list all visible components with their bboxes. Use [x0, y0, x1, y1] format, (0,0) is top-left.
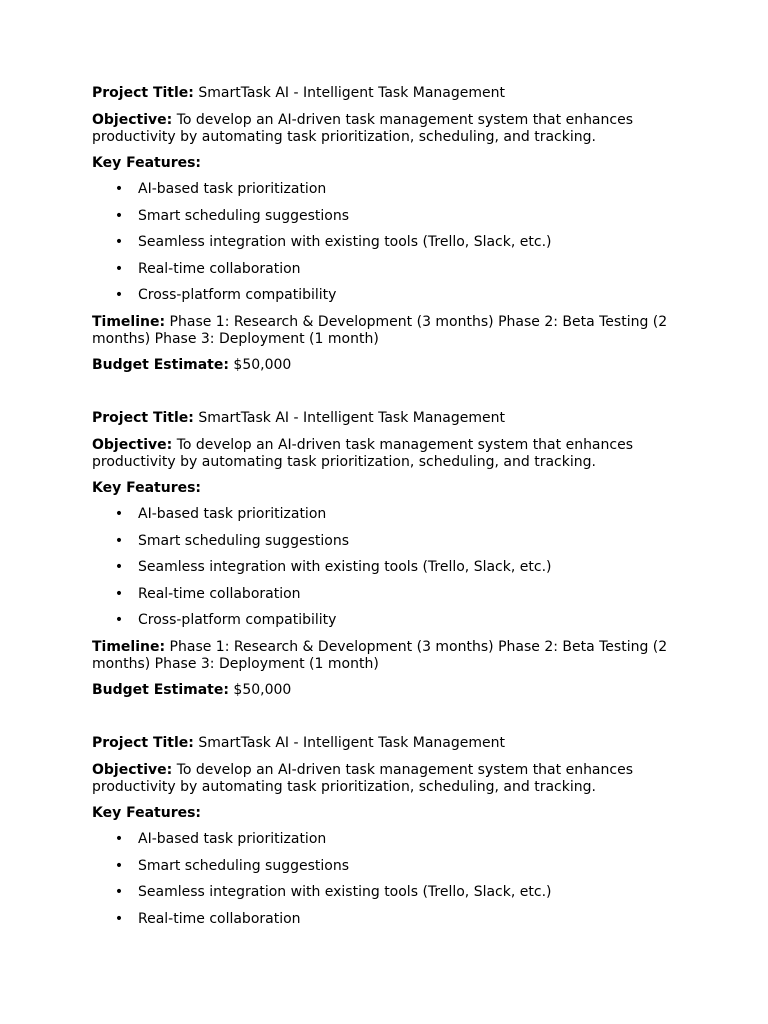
bullet-icon: • [114, 208, 124, 224]
objective-label: Objective: [92, 437, 173, 453]
feature-text: Smart scheduling suggestions [138, 858, 349, 874]
bullet-icon: • [114, 586, 124, 602]
budget-line [92, 682, 692, 699]
objective-label: Objective: [92, 112, 173, 128]
feature-text: Seamless integration with existing tools (Trello, Slack, etc.) [138, 234, 552, 250]
feature-text: Real-time collaboration [138, 261, 301, 277]
timeline-text-1: Phase 1: Research & Development (3 months) Phase 2: Beta Testing (2 [169, 639, 668, 655]
feature-text: Seamless integration with existing tools (Trello, Slack, etc.) [138, 884, 552, 900]
timeline-paragraph [92, 639, 692, 673]
objective-paragraph [92, 437, 692, 471]
key-features-label: Key Features: [92, 805, 202, 821]
objective-line-2 [92, 779, 692, 796]
key-features-heading [92, 480, 692, 497]
bullet-icon: • [114, 884, 124, 900]
timeline-line-1 [92, 639, 692, 656]
budget-label: Budget Estimate: [92, 357, 229, 373]
bullet-icon: • [114, 287, 124, 303]
project-title-value: SmartTask AI - Intelligent Task Management [198, 410, 505, 426]
objective-text-2: productivity by automating task prioritization, scheduling, and tracking. [92, 779, 596, 795]
timeline-text-2: months) Phase 3: Deployment (1 month) [92, 331, 379, 347]
feature-text: Cross-platform compatibility [138, 612, 337, 628]
project-title-line [92, 410, 692, 427]
bullet-icon: • [114, 911, 124, 927]
budget-line [92, 357, 692, 374]
feature-text: AI-based task prioritization [138, 831, 327, 847]
objective-text-2: productivity by automating task prioritization, scheduling, and tracking. [92, 129, 596, 145]
bullet-icon: • [114, 612, 124, 628]
feature-text: Smart scheduling suggestions [138, 208, 349, 224]
feature-text: Cross-platform compatibility [138, 287, 337, 303]
bullet-icon: • [114, 858, 124, 874]
timeline-label: Timeline: [92, 639, 166, 655]
feature-text: AI-based task prioritization [138, 181, 327, 197]
bullet-icon: • [114, 559, 124, 575]
timeline-paragraph [92, 314, 692, 348]
bullet-icon: • [114, 181, 124, 197]
timeline-line-2 [92, 331, 692, 348]
project-title-line [92, 735, 692, 752]
feature-text: AI-based task prioritization [138, 506, 327, 522]
feature-text: Real-time collaboration [138, 586, 301, 602]
objective-line-1 [92, 437, 692, 454]
objective-line-1 [92, 762, 692, 779]
objective-paragraph [92, 762, 692, 796]
key-features-label: Key Features: [92, 480, 202, 496]
objective-text-2: productivity by automating task prioritization, scheduling, and tracking. [92, 454, 596, 470]
budget-label: Budget Estimate: [92, 682, 229, 698]
bullet-icon: • [114, 506, 124, 522]
project-title-label: Project Title: [92, 735, 194, 751]
timeline-line-2 [92, 656, 692, 673]
key-features-heading [92, 155, 692, 172]
objective-text-1: To develop an AI-driven task management system that enhances [176, 112, 633, 128]
feature-text: Smart scheduling suggestions [138, 533, 349, 549]
objective-text-1: To develop an AI-driven task management system that enhances [176, 437, 633, 453]
bullet-icon: • [114, 533, 124, 549]
timeline-line-1 [92, 314, 692, 331]
bullet-icon: • [114, 261, 124, 277]
objective-line-2 [92, 454, 692, 471]
project-title-label: Project Title: [92, 410, 194, 426]
project-title-label: Project Title: [92, 85, 194, 101]
timeline-text-1: Phase 1: Research & Development (3 months) Phase 2: Beta Testing (2 [169, 314, 668, 330]
objective-text-1: To develop an AI-driven task management system that enhances [176, 762, 633, 778]
objective-label: Objective: [92, 762, 173, 778]
project-title-line [92, 85, 692, 102]
project-title-value: SmartTask AI - Intelligent Task Management [198, 85, 505, 101]
project-title-value: SmartTask AI - Intelligent Task Management [198, 735, 505, 751]
feature-text: Seamless integration with existing tools (Trello, Slack, etc.) [138, 559, 552, 575]
objective-line-2 [92, 129, 692, 146]
feature-text: Real-time collaboration [138, 911, 301, 927]
bullet-icon: • [114, 234, 124, 250]
budget-value: $50,000 [233, 357, 292, 373]
objective-line-1 [92, 112, 692, 129]
key-features-label: Key Features: [92, 155, 202, 171]
timeline-text-2: months) Phase 3: Deployment (1 month) [92, 656, 379, 672]
timeline-label: Timeline: [92, 314, 166, 330]
budget-value: $50,000 [233, 682, 292, 698]
bullet-icon: • [114, 831, 124, 847]
objective-paragraph [92, 112, 692, 146]
key-features-heading [92, 805, 692, 822]
